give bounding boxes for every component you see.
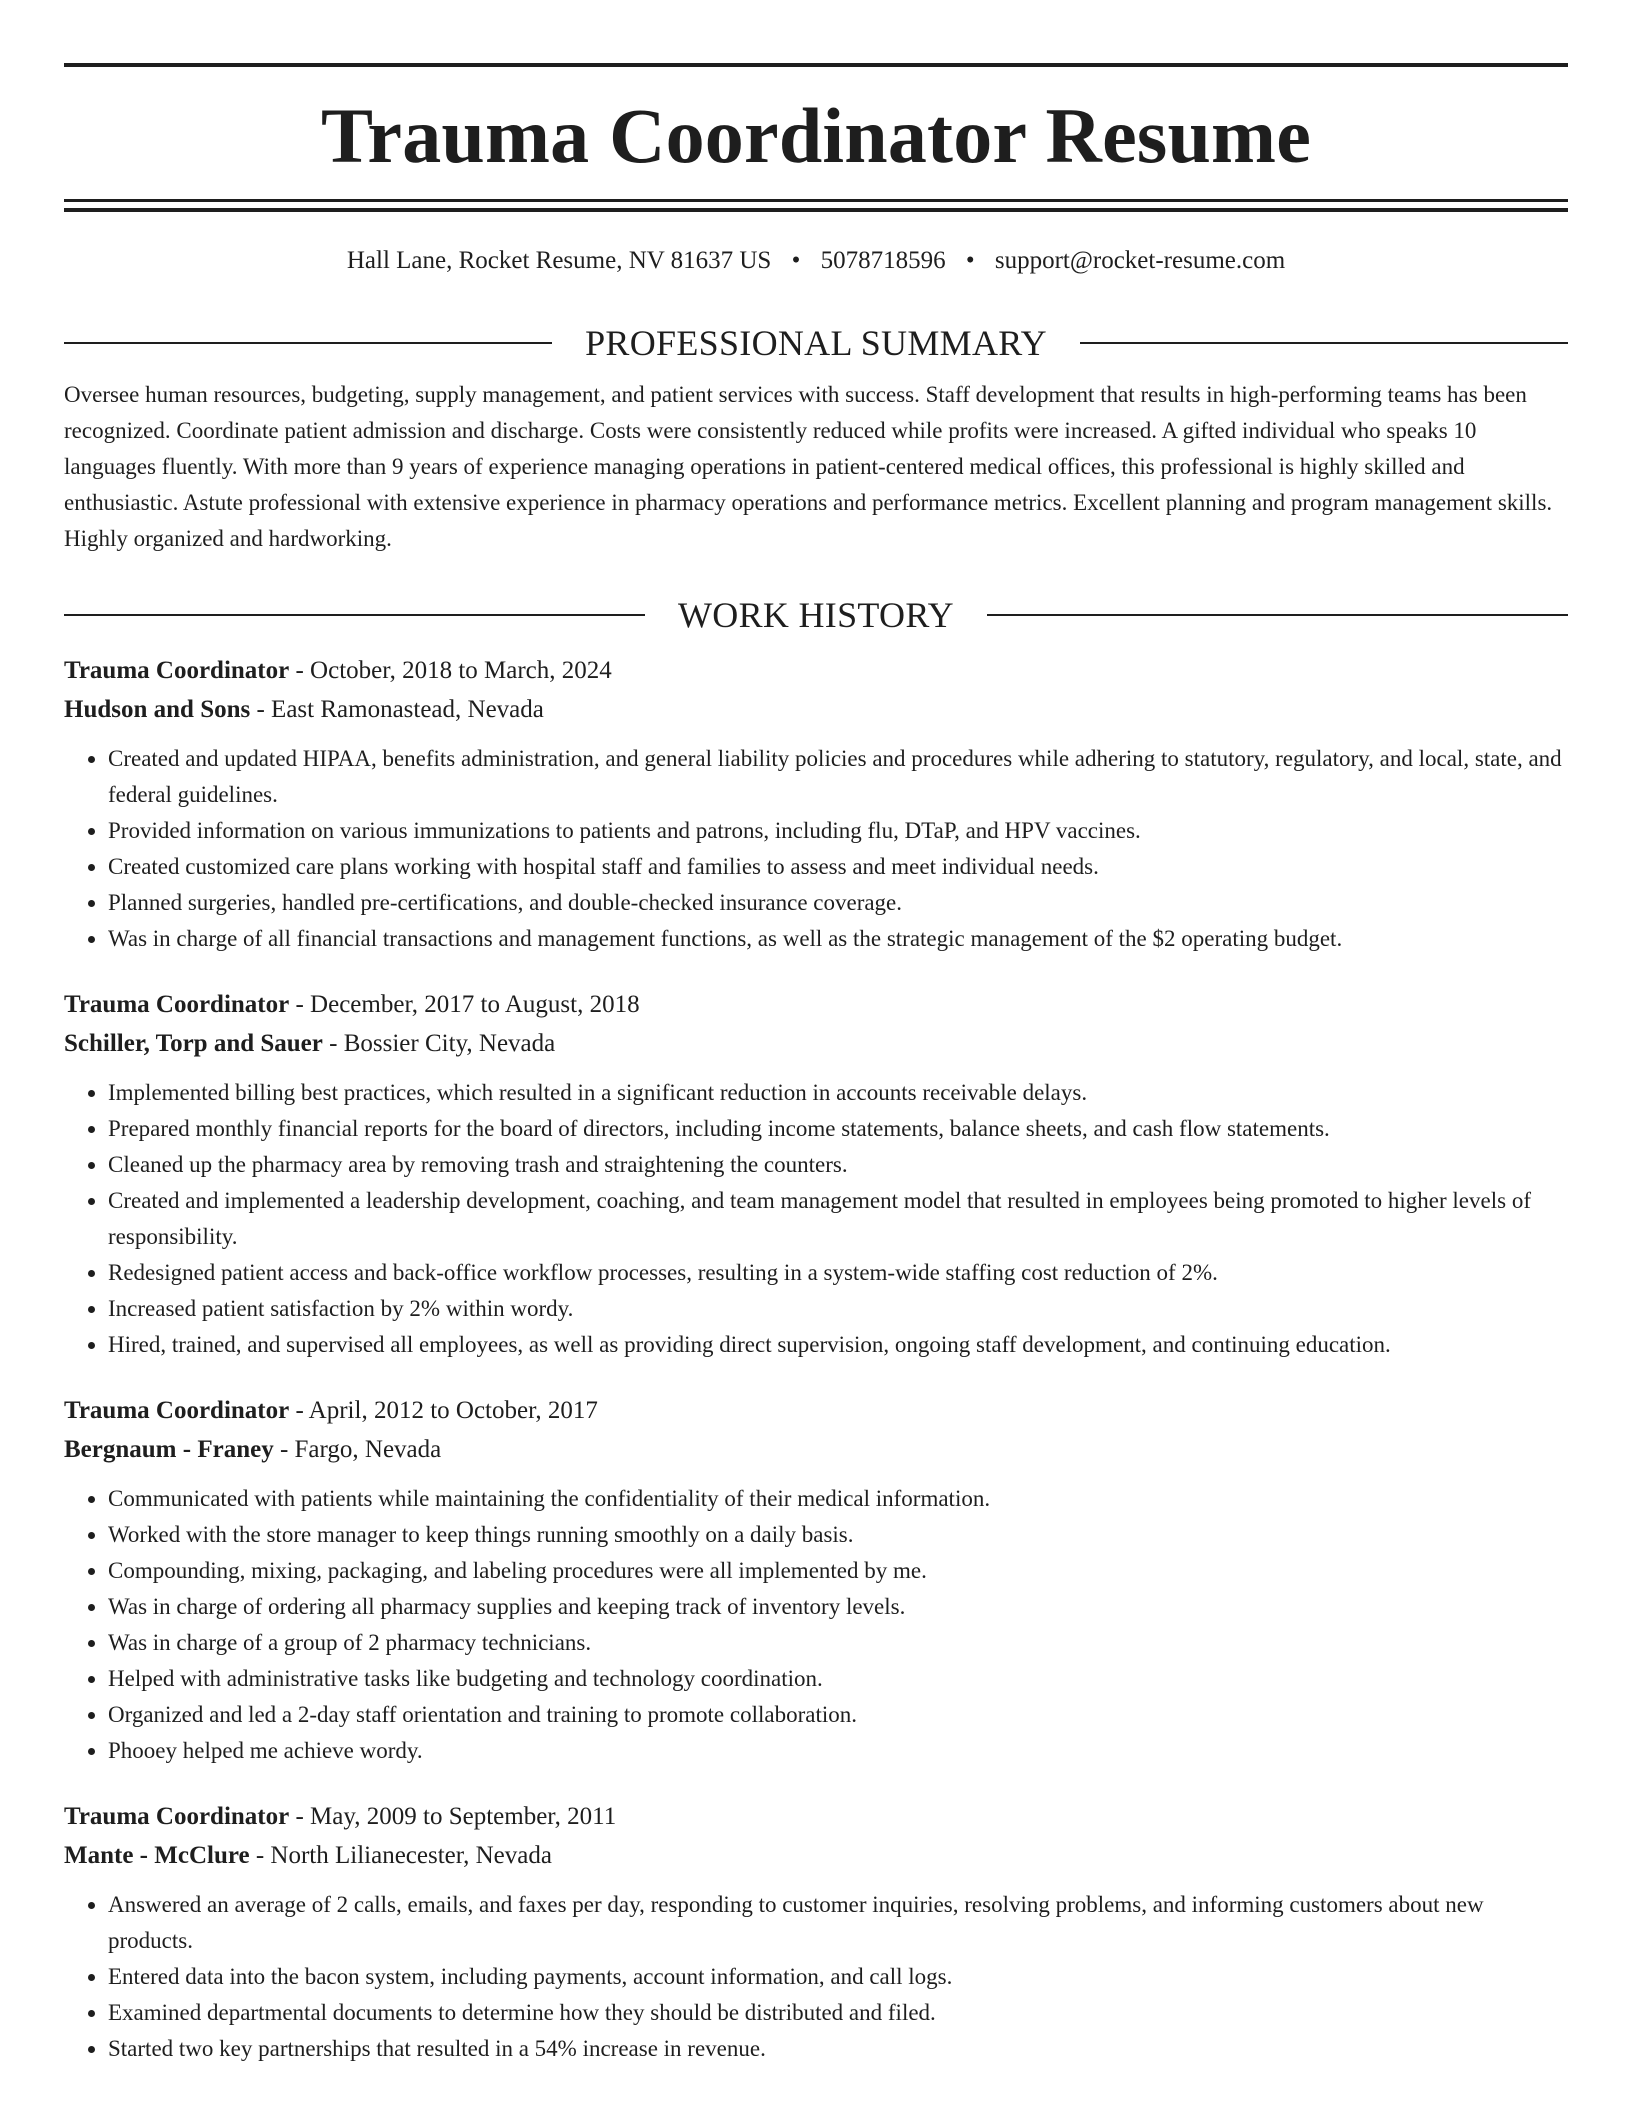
job-bullet: • Organized and led a 2-day staff orientation and training to promote collaboration.	[108, 1697, 1568, 1733]
work-section-heading	[64, 595, 1568, 635]
job-bullet: • Phooey helped me achieve wordy.	[108, 1733, 1568, 1769]
work-heading-text: WORK HISTORY	[678, 595, 954, 635]
contact-separator: •	[965, 247, 975, 274]
job-bullet: • Redesigned patient access and back-office workflow processes, resulting in a system-wide staffing cost reduction of 2%.	[108, 1255, 1568, 1291]
job-company-line	[64, 1430, 1568, 1469]
heading-rule-left	[64, 342, 552, 344]
job-bullet: • Prepared monthly financial reports for the board of directors, including income statements, balance sheets, and cash flow statements.	[108, 1111, 1568, 1147]
job-location: - Fargo, Nevada	[273, 1436, 442, 1463]
job-bullet: • Cleaned up the pharmacy area by removing trash and straightening the counters.	[108, 1147, 1568, 1183]
job-bullet: • Entered data into the bacon system, including payments, account information, and call logs.	[108, 1959, 1568, 1995]
summary-heading-text: PROFESSIONAL SUMMARY	[585, 323, 1047, 363]
job-company-line	[64, 1024, 1568, 1063]
job-entry	[64, 651, 1568, 957]
job-title: Trauma Coordinator	[64, 657, 290, 684]
job-bullet: • Communicated with patients while maintaining the confidentiality of their medical information.	[108, 1481, 1568, 1517]
job-bullet: • Implemented billing best practices, which resulted in a significant reduction in accounts receivable delays.	[108, 1075, 1568, 1111]
job-bullet: • Answered an average of 2 calls, emails, and faxes per day, responding to customer inquiries, resolving problems, and informing customers about new products.	[108, 1887, 1568, 1959]
heading-rule-right	[1080, 342, 1568, 344]
job-bullet: • Was in charge of ordering all pharmacy supplies and keeping track of inventory levels.	[108, 1589, 1568, 1625]
resume-page	[64, 0, 1568, 2067]
job-entry	[64, 985, 1568, 1363]
job-bullet-list	[64, 1075, 1568, 1363]
job-bullet: • Helped with administrative tasks like budgeting and technology coordination.	[108, 1661, 1568, 1697]
job-entry	[64, 1391, 1568, 1769]
job-bullet: • Compounding, mixing, packaging, and labeling procedures were all implemented by me.	[108, 1553, 1568, 1589]
contact-email[interactable]: support@rocket-resume.com	[994, 247, 1286, 274]
job-title-line	[64, 1797, 1568, 1836]
job-company: Schiller, Torp and Sauer	[64, 1030, 323, 1057]
job-location: - North Lilianecester, Nevada	[249, 1842, 552, 1869]
job-bullet: • Increased patient satisfaction by 2% within wordy.	[108, 1291, 1568, 1327]
job-title: Trauma Coordinator	[64, 1397, 290, 1424]
resume-title: Trauma Coordinator Resume	[320, 92, 1312, 179]
job-location: - Bossier City, Nevada	[322, 1030, 556, 1057]
job-dates: - May, 2009 to September, 2011	[289, 1803, 617, 1830]
job-dates: - April, 2012 to October, 2017	[289, 1397, 598, 1424]
job-bullet: • Was in charge of a group of 2 pharmacy technicians.	[108, 1625, 1568, 1661]
job-bullet: • Created and implemented a leadership development, coaching, and team management model that resulted in employees being promoted to higher levels of responsibility.	[108, 1183, 1568, 1255]
contact-separator: •	[791, 247, 801, 274]
summary-text: Oversee human resources, budgeting, supply management, and patient services with success. Staff development that results in high-performing teams has been recognized. Coordinate patient admission and discharge. Costs were consistently reduced while profits were increased. A gifted individual who speaks 10 languages fluently. With more than 9 years of experience managing operations in patient-centered medical offices, this professional is highly skilled and enthusiastic. Astute professional with extensive experience in pharmacy operations and performance metrics. Excellent planning and program management skills. Highly organized and hardworking.	[64, 382, 1553, 551]
job-location: - East Ramonastead, Nevada	[250, 696, 544, 723]
contact-line	[64, 245, 1568, 277]
job-dates: - December, 2017 to August, 2018	[289, 991, 640, 1018]
contact-address: Hall Lane, Rocket Resume, NV 81637 US	[346, 247, 772, 274]
job-company: Mante - McClure	[64, 1842, 250, 1869]
job-title-line	[64, 1391, 1568, 1430]
job-title: Trauma Coordinator	[64, 1803, 290, 1830]
job-title-line	[64, 985, 1568, 1024]
job-bullet: • Hired, trained, and supervised all employees, as well as providing direct supervision, ongoing staff development, and continuing education.	[108, 1327, 1568, 1363]
job-company-line	[64, 1836, 1568, 1875]
job-bullet: • Started two key partnerships that resulted in a 54% increase in revenue.	[108, 2031, 1568, 2067]
job-bullet: • Examined departmental documents to determine how they should be distributed and filed.	[108, 1995, 1568, 2031]
job-dates: - October, 2018 to March, 2024	[289, 657, 612, 684]
job-bullet-list	[64, 1481, 1568, 1769]
heading-rule-left	[64, 614, 645, 616]
job-entry	[64, 1797, 1568, 2067]
title-double-rule	[64, 199, 1568, 212]
job-bullet: • Worked with the store manager to keep things running smoothly on a daily basis.	[108, 1517, 1568, 1553]
job-company: Bergnaum - Franey	[64, 1436, 274, 1463]
job-bullet-list	[64, 1887, 1568, 2067]
heading-rule-right	[987, 614, 1568, 616]
job-bullet: • Was in charge of all financial transactions and management functions, as well as the strategic management of the $2 operating budget.	[108, 921, 1568, 957]
job-bullet: • Planned surgeries, handled pre-certifications, and double-checked insurance coverage.	[108, 885, 1568, 921]
job-title: Trauma Coordinator	[64, 991, 290, 1018]
contact-phone[interactable]: 5078718596	[820, 247, 946, 274]
job-title-line	[64, 651, 1568, 690]
work-history-list	[64, 651, 1568, 2067]
job-bullet-list	[64, 741, 1568, 957]
summary-section-heading	[64, 323, 1568, 363]
job-company-line	[64, 690, 1568, 729]
job-bullet: • Created customized care plans working with hospital staff and families to assess and meet individual needs.	[108, 849, 1568, 885]
job-bullet: • Provided information on various immunizations to patients and patrons, including flu, DTaP, and HPV vaccines.	[108, 813, 1568, 849]
job-bullet: • Created and updated HIPAA, benefits administration, and general liability policies and procedures while adhering to statutory, regulatory, and local, state, and federal guidelines.	[108, 741, 1568, 813]
job-company: Hudson and Sons	[64, 696, 251, 723]
